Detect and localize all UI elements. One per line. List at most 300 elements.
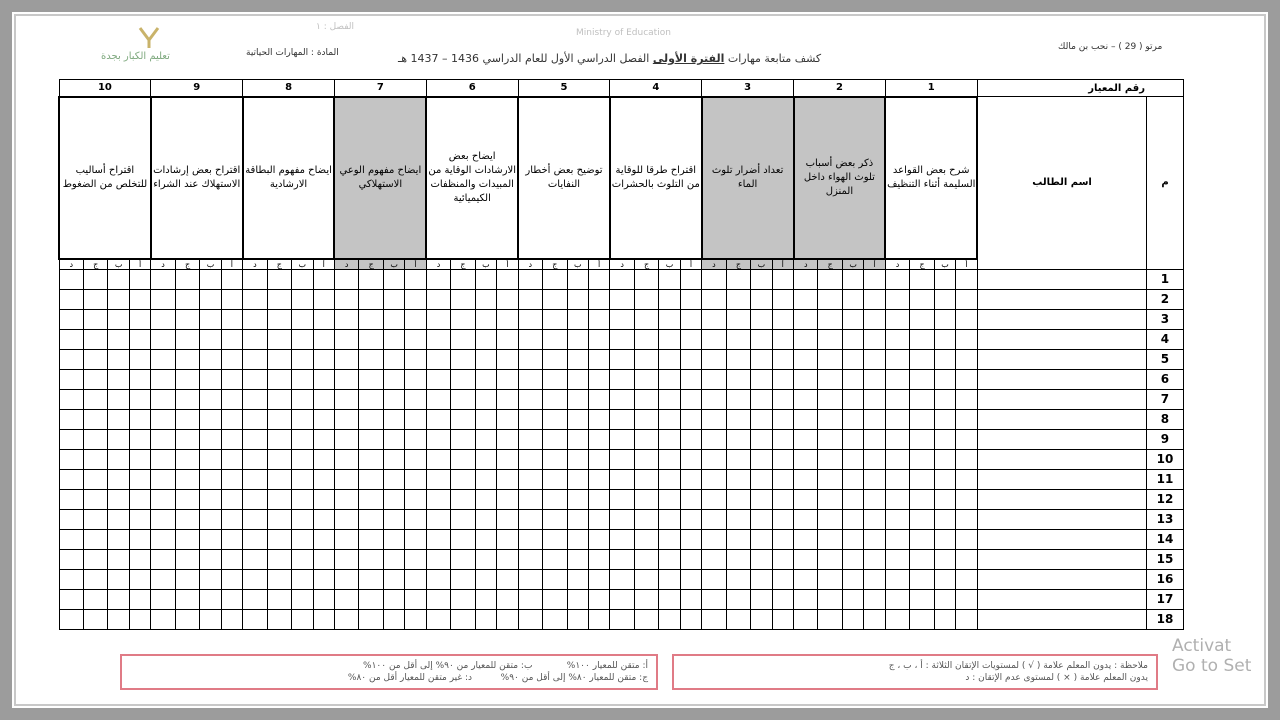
grade-cell[interactable] [864,329,885,349]
grade-cell[interactable] [451,549,475,569]
grade-cell[interactable] [292,369,313,389]
grade-cell[interactable] [842,489,863,509]
grade-cell[interactable] [313,449,334,469]
grade-cell[interactable] [885,289,909,309]
grade-cell[interactable] [334,329,358,349]
grade-cell[interactable] [518,369,542,389]
grade-cell[interactable] [267,609,291,629]
grade-cell[interactable] [292,609,313,629]
grade-cell[interactable] [292,329,313,349]
grade-cell[interactable] [221,349,242,369]
grade-cell[interactable] [751,289,772,309]
grade-cell[interactable] [151,429,175,449]
grade-cell[interactable] [842,429,863,449]
grade-cell[interactable] [451,269,475,289]
grade-cell[interactable] [497,269,518,289]
grade-cell[interactable] [751,489,772,509]
grade-cell[interactable] [83,429,107,449]
grade-cell[interactable] [842,449,863,469]
grade-cell[interactable] [864,489,885,509]
grade-cell[interactable] [221,409,242,429]
grade-cell[interactable] [956,449,977,469]
grade-cell[interactable] [243,509,267,529]
grade-cell[interactable] [680,429,701,449]
grade-cell[interactable] [818,329,842,349]
grade-cell[interactable] [221,329,242,349]
grade-cell[interactable] [383,289,404,309]
grade-cell[interactable] [567,409,588,429]
grade-cell[interactable] [59,489,83,509]
grade-cell[interactable] [497,489,518,509]
grade-cell[interactable] [59,409,83,429]
grade-cell[interactable] [83,549,107,569]
grade-cell[interactable] [818,549,842,569]
grade-cell[interactable] [910,409,934,429]
grade-cell[interactable] [108,349,129,369]
grade-cell[interactable] [59,289,83,309]
grade-cell[interactable] [221,469,242,489]
grade-cell[interactable] [772,609,793,629]
grade-cell[interactable] [497,549,518,569]
grade-cell[interactable] [934,569,955,589]
grade-cell[interactable] [751,329,772,349]
grade-cell[interactable] [751,549,772,569]
grade-cell[interactable] [680,549,701,569]
grade-cell[interactable] [634,309,658,329]
grade-cell[interactable] [885,529,909,549]
grade-cell[interactable] [313,329,334,349]
grade-cell[interactable] [864,469,885,489]
grade-cell[interactable] [475,429,496,449]
grade-cell[interactable] [313,609,334,629]
grade-cell[interactable] [543,349,567,369]
grade-cell[interactable] [475,269,496,289]
grade-cell[interactable] [885,449,909,469]
grade-cell[interactable] [359,429,383,449]
grade-cell[interactable] [451,309,475,329]
grade-cell[interactable] [659,589,680,609]
grade-cell[interactable] [200,369,221,389]
grade-cell[interactable] [151,609,175,629]
grade-cell[interactable] [794,349,818,369]
grade-cell[interactable] [383,429,404,449]
grade-cell[interactable] [934,549,955,569]
grade-cell[interactable] [772,409,793,429]
grade-cell[interactable] [659,609,680,629]
grade-cell[interactable] [267,349,291,369]
grade-cell[interactable] [221,549,242,569]
grade-cell[interactable] [475,529,496,549]
grade-cell[interactable] [200,609,221,629]
grade-cell[interactable] [200,289,221,309]
grade-cell[interactable] [83,529,107,549]
grade-cell[interactable] [383,549,404,569]
grade-cell[interactable] [221,609,242,629]
grade-cell[interactable] [794,309,818,329]
grade-cell[interactable] [497,429,518,449]
grade-cell[interactable] [543,289,567,309]
grade-cell[interactable] [405,349,426,369]
grade-cell[interactable] [221,509,242,529]
grade-cell[interactable] [129,529,150,549]
grade-cell[interactable] [772,429,793,449]
grade-cell[interactable] [83,349,107,369]
grade-cell[interactable] [794,369,818,389]
grade-cell[interactable] [518,489,542,509]
grade-cell[interactable] [588,509,609,529]
student-name-cell[interactable] [977,549,1146,569]
grade-cell[interactable] [243,369,267,389]
grade-cell[interactable] [956,489,977,509]
grade-cell[interactable] [864,609,885,629]
grade-cell[interactable] [243,449,267,469]
grade-cell[interactable] [634,269,658,289]
grade-cell[interactable] [885,509,909,529]
grade-cell[interactable] [243,329,267,349]
grade-cell[interactable] [659,409,680,429]
grade-cell[interactable] [243,429,267,449]
grade-cell[interactable] [610,429,634,449]
grade-cell[interactable] [59,389,83,409]
grade-cell[interactable] [475,589,496,609]
grade-cell[interactable] [334,269,358,289]
grade-cell[interactable] [772,369,793,389]
grade-cell[interactable] [426,369,450,389]
grade-cell[interactable] [292,589,313,609]
grade-cell[interactable] [751,349,772,369]
grade-cell[interactable] [772,389,793,409]
grade-cell[interactable] [292,529,313,549]
grade-cell[interactable] [634,509,658,529]
grade-cell[interactable] [497,329,518,349]
grade-cell[interactable] [751,589,772,609]
grade-cell[interactable] [243,529,267,549]
grade-cell[interactable] [359,489,383,509]
grade-cell[interactable] [680,469,701,489]
grade-cell[interactable] [83,609,107,629]
grade-cell[interactable] [543,269,567,289]
grade-cell[interactable] [292,269,313,289]
grade-cell[interactable] [426,569,450,589]
grade-cell[interactable] [292,289,313,309]
grade-cell[interactable] [497,529,518,549]
grade-cell[interactable] [267,549,291,569]
grade-cell[interactable] [426,589,450,609]
grade-cell[interactable] [864,449,885,469]
grade-cell[interactable] [634,329,658,349]
grade-cell[interactable] [567,569,588,589]
grade-cell[interactable] [451,469,475,489]
grade-cell[interactable] [680,449,701,469]
grade-cell[interactable] [910,509,934,529]
grade-cell[interactable] [818,369,842,389]
student-name-cell[interactable] [977,509,1146,529]
student-name-cell[interactable] [977,329,1146,349]
grade-cell[interactable] [885,389,909,409]
grade-cell[interactable] [772,289,793,309]
grade-cell[interactable] [518,349,542,369]
grade-cell[interactable] [221,529,242,549]
grade-cell[interactable] [818,429,842,449]
grade-cell[interactable] [267,509,291,529]
grade-cell[interactable] [475,449,496,469]
grade-cell[interactable] [910,449,934,469]
grade-cell[interactable] [794,409,818,429]
grade-cell[interactable] [610,309,634,329]
grade-cell[interactable] [659,289,680,309]
grade-cell[interactable] [129,549,150,569]
grade-cell[interactable] [680,509,701,529]
grade-cell[interactable] [405,569,426,589]
grade-cell[interactable] [497,609,518,629]
grade-cell[interactable] [83,329,107,349]
grade-cell[interactable] [426,389,450,409]
grade-cell[interactable] [359,469,383,489]
grade-cell[interactable] [818,269,842,289]
grade-cell[interactable] [383,409,404,429]
grade-cell[interactable] [518,269,542,289]
grade-cell[interactable] [200,389,221,409]
grade-cell[interactable] [543,429,567,449]
grade-cell[interactable] [334,529,358,549]
grade-cell[interactable] [405,429,426,449]
grade-cell[interactable] [359,329,383,349]
grade-cell[interactable] [151,309,175,329]
grade-cell[interactable] [864,349,885,369]
grade-cell[interactable] [934,309,955,329]
grade-cell[interactable] [885,309,909,329]
grade-cell[interactable] [934,349,955,369]
grade-cell[interactable] [751,449,772,469]
grade-cell[interactable] [83,389,107,409]
grade-cell[interactable] [610,329,634,349]
grade-cell[interactable] [588,389,609,409]
grade-cell[interactable] [221,429,242,449]
grade-cell[interactable] [818,489,842,509]
grade-cell[interactable] [680,349,701,369]
grade-cell[interactable] [772,449,793,469]
grade-cell[interactable] [956,309,977,329]
grade-cell[interactable] [359,289,383,309]
grade-cell[interactable] [934,429,955,449]
grade-cell[interactable] [864,429,885,449]
grade-cell[interactable] [842,589,863,609]
grade-cell[interactable] [497,389,518,409]
grade-cell[interactable] [83,569,107,589]
grade-cell[interactable] [451,609,475,629]
grade-cell[interactable] [243,409,267,429]
grade-cell[interactable] [129,389,150,409]
grade-cell[interactable] [588,529,609,549]
grade-cell[interactable] [243,609,267,629]
grade-cell[interactable] [313,549,334,569]
grade-cell[interactable] [751,469,772,489]
grade-cell[interactable] [475,309,496,329]
grade-cell[interactable] [59,429,83,449]
grade-cell[interactable] [59,449,83,469]
grade-cell[interactable] [702,489,726,509]
grade-cell[interactable] [108,569,129,589]
grade-cell[interactable] [680,569,701,589]
grade-cell[interactable] [83,449,107,469]
grade-cell[interactable] [634,429,658,449]
grade-cell[interactable] [567,329,588,349]
grade-cell[interactable] [680,289,701,309]
grade-cell[interactable] [108,269,129,289]
grade-cell[interactable] [129,409,150,429]
grade-cell[interactable] [772,469,793,489]
grade-cell[interactable] [842,369,863,389]
grade-cell[interactable] [83,489,107,509]
grade-cell[interactable] [934,389,955,409]
grade-cell[interactable] [794,589,818,609]
grade-cell[interactable] [588,469,609,489]
grade-cell[interactable] [451,409,475,429]
grade-cell[interactable] [772,349,793,369]
grade-cell[interactable] [934,489,955,509]
grade-cell[interactable] [334,289,358,309]
grade-cell[interactable] [108,589,129,609]
grade-cell[interactable] [451,509,475,529]
grade-cell[interactable] [659,269,680,289]
grade-cell[interactable] [243,389,267,409]
grade-cell[interactable] [405,609,426,629]
grade-cell[interactable] [426,609,450,629]
grade-cell[interactable] [842,349,863,369]
grade-cell[interactable] [518,329,542,349]
grade-cell[interactable] [405,289,426,309]
grade-cell[interactable] [497,589,518,609]
grade-cell[interactable] [129,349,150,369]
grade-cell[interactable] [451,349,475,369]
grade-cell[interactable] [200,349,221,369]
grade-cell[interactable] [426,489,450,509]
grade-cell[interactable] [910,489,934,509]
grade-cell[interactable] [588,409,609,429]
grade-cell[interactable] [751,269,772,289]
grade-cell[interactable] [405,449,426,469]
grade-cell[interactable] [426,429,450,449]
grade-cell[interactable] [634,489,658,509]
grade-cell[interactable] [864,589,885,609]
grade-cell[interactable] [383,309,404,329]
grade-cell[interactable] [175,529,199,549]
grade-cell[interactable] [956,469,977,489]
grade-cell[interactable] [383,269,404,289]
grade-cell[interactable] [726,449,750,469]
grade-cell[interactable] [175,509,199,529]
grade-cell[interactable] [818,349,842,369]
grade-cell[interactable] [129,569,150,589]
grade-cell[interactable] [726,529,750,549]
grade-cell[interactable] [108,449,129,469]
grade-cell[interactable] [864,529,885,549]
grade-cell[interactable] [334,569,358,589]
grade-cell[interactable] [359,449,383,469]
grade-cell[interactable] [726,569,750,589]
grade-cell[interactable] [175,489,199,509]
grade-cell[interactable] [243,269,267,289]
grade-cell[interactable] [475,349,496,369]
grade-cell[interactable] [751,509,772,529]
grade-cell[interactable] [956,589,977,609]
grade-cell[interactable] [426,269,450,289]
grade-cell[interactable] [383,589,404,609]
grade-cell[interactable] [610,569,634,589]
grade-cell[interactable] [200,509,221,529]
grade-cell[interactable] [794,529,818,549]
grade-cell[interactable] [334,549,358,569]
grade-cell[interactable] [934,329,955,349]
grade-cell[interactable] [818,529,842,549]
grade-cell[interactable] [910,349,934,369]
grade-cell[interactable] [129,329,150,349]
grade-cell[interactable] [794,469,818,489]
grade-cell[interactable] [497,469,518,489]
grade-cell[interactable] [910,389,934,409]
grade-cell[interactable] [885,469,909,489]
grade-cell[interactable] [885,589,909,609]
grade-cell[interactable] [292,549,313,569]
grade-cell[interactable] [518,589,542,609]
grade-cell[interactable] [885,329,909,349]
grade-cell[interactable] [475,489,496,509]
grade-cell[interactable] [497,569,518,589]
grade-cell[interactable] [885,569,909,589]
grade-cell[interactable] [313,349,334,369]
grade-cell[interactable] [956,289,977,309]
grade-cell[interactable] [543,449,567,469]
grade-cell[interactable] [200,309,221,329]
grade-cell[interactable] [129,469,150,489]
grade-cell[interactable] [83,469,107,489]
grade-cell[interactable] [588,489,609,509]
grade-cell[interactable] [567,509,588,529]
grade-cell[interactable] [934,609,955,629]
grade-cell[interactable] [83,409,107,429]
grade-cell[interactable] [267,589,291,609]
grade-cell[interactable] [200,409,221,429]
grade-cell[interactable] [885,489,909,509]
grade-cell[interactable] [497,309,518,329]
grade-cell[interactable] [934,409,955,429]
grade-cell[interactable] [818,609,842,629]
grade-cell[interactable] [475,389,496,409]
grade-cell[interactable] [910,609,934,629]
grade-cell[interactable] [588,549,609,569]
grade-cell[interactable] [175,429,199,449]
grade-cell[interactable] [567,549,588,569]
grade-cell[interactable] [151,589,175,609]
grade-cell[interactable] [518,609,542,629]
grade-cell[interactable] [934,269,955,289]
grade-cell[interactable] [518,409,542,429]
grade-cell[interactable] [588,289,609,309]
grade-cell[interactable] [543,329,567,349]
grade-cell[interactable] [59,609,83,629]
grade-cell[interactable] [702,429,726,449]
grade-cell[interactable] [659,449,680,469]
grade-cell[interactable] [200,569,221,589]
grade-cell[interactable] [772,589,793,609]
grade-cell[interactable] [794,269,818,289]
grade-cell[interactable] [726,289,750,309]
grade-cell[interactable] [475,609,496,629]
grade-cell[interactable] [956,609,977,629]
grade-cell[interactable] [200,449,221,469]
grade-cell[interactable] [934,509,955,529]
grade-cell[interactable] [659,489,680,509]
